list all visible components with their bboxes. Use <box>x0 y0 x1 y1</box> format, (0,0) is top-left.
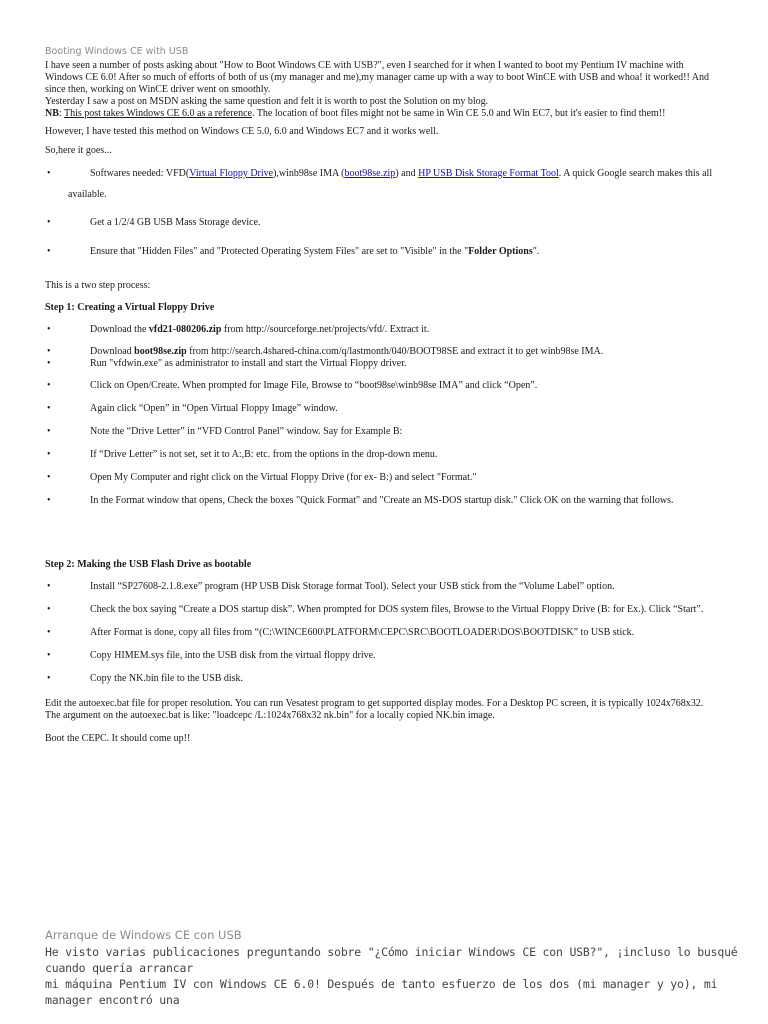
list-item: • In the Format window that opens, Check the boxes "Quick Format" and "Create an MS-DOS startup disk." Click OK on the warning that follows. <box>47 495 674 506</box>
intro-line: I have seen a number of posts asking about "How to Boot Windows CE with USB?", even I searched for it when I wanted to boot my Pentium IV machine with <box>45 60 684 71</box>
bullet: • <box>47 346 51 357</box>
bullet: • <box>47 246 51 257</box>
hp-usb-format-tool-link[interactable]: HP USB Disk Storage Format Tool <box>418 168 559 179</box>
spanish-title: Arranque de Windows CE con USB <box>45 928 242 942</box>
bullet: • <box>47 673 51 684</box>
bullet: • <box>47 380 51 391</box>
bullet: • <box>47 627 51 638</box>
list-item: • If “Drive Letter” is not set, set it to A:,B: etc. from the options in the drop-down menu. <box>47 449 438 460</box>
bullet: • <box>47 472 51 483</box>
list-item: • Get a 1/2/4 GB USB Mass Storage device. <box>47 217 261 228</box>
bullet: • <box>47 604 51 615</box>
virtual-floppy-drive-link[interactable]: Virtual Floppy Drive <box>189 168 274 179</box>
edit-autoexec-line: The argument on the autoexec.bat is like: "loadcepc /L:1024x768x32 nk.bin" for a locally copied NK.bin image. <box>45 710 495 721</box>
list-item: • Copy the NK.bin file to the USB disk. <box>47 673 244 684</box>
spanish-translation <box>45 928 745 1008</box>
list-item: • Note the “Drive Letter” in “VFD Control Panel” window. Say for Example B: <box>47 426 403 437</box>
nb-label: NB <box>45 108 59 119</box>
bullet: • <box>47 217 51 228</box>
bullet: • <box>47 324 51 335</box>
list-item: • Check the box saying “Create a DOS startup disk”. When prompted for DOS system files, Browse to the Virtual Floppy Drive (B: for Ex.). Click “Start”. <box>47 604 704 615</box>
intro-line: Yesterday I saw a post on MSDN asking the same question and felt it is worth to post the Solution on my blog. <box>45 96 489 107</box>
boot-cepc-line: Boot the CEPC. It should come up!! <box>45 733 191 744</box>
list-item: • Softwares needed: VFD(Virtual Floppy Drive),winb98se IMA (boot98se.zip) and HP USB Disk Storage Format Tool. A quick Google search makes this all available. <box>45 163 735 205</box>
bullet: • <box>47 168 51 179</box>
nb-note: NB: This post takes Windows CE 6.0 as a reference. The location of boot files might not be same in Win CE 5.0 and Win EC7, but it's easier to find them!! <box>45 108 666 119</box>
bullet: • <box>47 449 51 460</box>
boot98se-zip-link[interactable]: boot98se.zip <box>344 168 396 179</box>
bullet: • <box>47 358 51 369</box>
list-item: • Download the vfd21-080206.zip from http://sourceforge.net/projects/vfd/. Extract it. <box>47 324 430 335</box>
bullet: • <box>47 426 51 437</box>
list-item: • Again click “Open” in “Open Virtual Floppy Image” window. <box>47 403 338 414</box>
list-item: • Copy HIMEM.sys file, into the USB disk from the virtual floppy drive. <box>47 650 376 661</box>
bullet: • <box>47 403 51 414</box>
nb-rest: . The location of boot files might not be same in Win CE 5.0 and Win EC7, but it's easier to find them!! <box>252 108 666 119</box>
list-item: • Open My Computer and right click on the Virtual Floppy Drive (for ex- B:) and select "Format." <box>47 472 477 483</box>
here-it-goes: So,here it goes... <box>45 145 112 156</box>
list-item: • Install “SP27608-2.1.8.exe” program (HP USB Disk Storage format Tool). Select your USB stick from the “Volume Label” option. <box>47 581 615 592</box>
list-item: • Ensure that "Hidden Files" and "Protected Operating System Files" are set to "Visible" in the "Folder Options". <box>47 246 540 257</box>
two-step-intro: This is a two step process: <box>45 280 151 291</box>
page-title: Booting Windows CE with USB <box>45 46 189 57</box>
tested-note: However, I have tested this method on Windows CE 5.0, 6.0 and Windows EC7 and it works well. <box>45 126 439 137</box>
intro-line: since then, working on WinCE driver went on smoothly. <box>45 84 271 95</box>
bullet: • <box>47 495 51 506</box>
step-2-heading: Step 2: Making the USB Flash Drive as bootable <box>45 559 252 570</box>
article-body <box>45 46 735 745</box>
list-item: • Download boot98se.zip from http://search.4shared-china.com/q/lastmonth/040/BOOT98SE and extract it to get winb98se IMA. <box>47 346 604 357</box>
step-1-heading: Step 1: Creating a Virtual Floppy Drive <box>45 302 215 313</box>
edit-autoexec-line: Edit the autoexec.bat file for proper resolution. You can run Vesatest program to get supported display modes. For a Desktop PC screen, it is typically 1024x768x32. <box>45 698 704 709</box>
intro-line: Windows CE 6.0! After so much of efforts of both of us (my manager and me),my manager came up with a way to boot WinCE with USB and whoa! it worked!! And <box>45 72 709 83</box>
spanish-line: He visto varias publicaciones preguntando sobre "¿Cómo iniciar Windows CE con USB?", ¡incluso lo busqué cuando quería arrancar <box>45 945 738 975</box>
bullet: • <box>47 581 51 592</box>
spanish-line: mi máquina Pentium IV con Windows CE 6.0! Después de tanto esfuerzo de los dos (mi manager y yo), mi manager encontró una <box>45 977 718 1007</box>
bullet: • <box>47 650 51 661</box>
list-item: • Run "vfdwin.exe" as administrator to install and start the Virtual Floppy driver. <box>47 358 407 369</box>
list-item: • Click on Open/Create. When prompted for Image File, Browse to “boot98se\winb98se IMA” and click “Open”. <box>47 380 538 391</box>
nb-reference-text: This post takes Windows CE 6.0 as a reference <box>64 108 252 119</box>
list-item: • After Format is done, copy all files from “(C:\WINCE600\PLATFORM\CEPC\SRC\BOOTLOADER\DOS\BOOTDISK” to USB stick. <box>47 627 635 638</box>
